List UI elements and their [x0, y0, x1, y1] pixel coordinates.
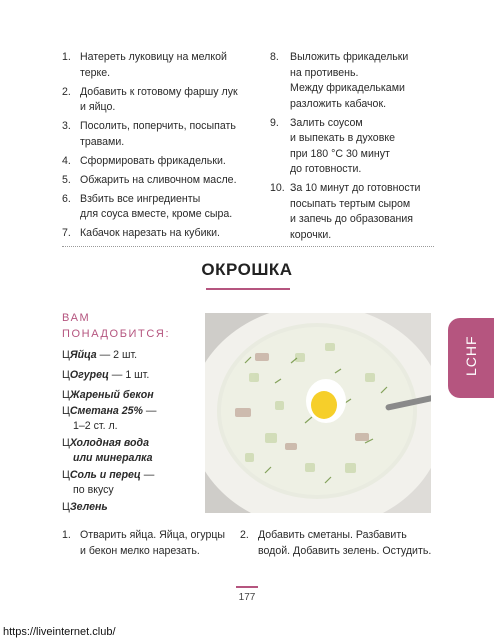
step-item: 10. За 10 минут до готовности посыпать тертым сыром и запечь до образования корочки.: [270, 182, 421, 241]
step-item: 1. Отварить яйца. Яйца, огурцы и бекон мелко нарезать.: [62, 529, 226, 557]
step-item: 2. Добавить к готовому фаршу лук и яйцо.: [62, 85, 238, 113]
step-item: 8. Выложить фрикадельки на противень. Между фрикадельками разложить кабачок.: [270, 51, 409, 110]
dotted-divider: [62, 246, 434, 247]
step-item: 3. Посолить, поперчить, посыпать травами.: [62, 120, 236, 148]
ingredient-item: ЦОгурец — 1 шт.: [62, 369, 150, 381]
ingredients-heading: ВАМ ПОНАДОБИТСЯ:: [62, 312, 171, 340]
step-item: 1. Натереть луковицу на мелкой терке.: [62, 51, 227, 79]
steps-left-column: [62, 50, 248, 245]
page-number-line: [236, 586, 258, 588]
page-number: 177: [238, 592, 256, 603]
recipe-title: ОКРОШКА: [201, 260, 293, 279]
side-tab-label: LCHF: [463, 335, 479, 376]
step-item: 6. Взбить все ингредиенты для соуса вместе, кроме сыра.: [62, 192, 233, 220]
ingredient-item: ЦЗелень: [62, 501, 108, 513]
title-underline: [206, 288, 290, 290]
ingredient-item: ЦСоль и перец — по вкусу: [62, 469, 155, 496]
bottom-steps-right: [240, 528, 440, 563]
okroshka-photo: [205, 313, 431, 513]
step-item: 7. Кабачок нарезать на кубики.: [62, 227, 220, 239]
side-tab[interactable]: [448, 318, 494, 398]
ingredient-item: ЦЯйца — 2 шт.: [62, 349, 138, 361]
ingredient-item: ЦЖареный бекон: [62, 389, 154, 401]
step-item: 5. Обжарить на сливочном масле.: [62, 173, 237, 186]
step-item: 9. Залить соусом и выпекать в духовке при 180 °С 30 минут до готовности.: [270, 116, 395, 175]
ingredient-item: ЦСметана 25% — 1–2 ст. л.: [62, 405, 157, 432]
bottom-steps-left: [62, 528, 242, 563]
steps-right-column: [270, 50, 440, 247]
ingredient-item: ЦХолодная вода или минералка: [62, 437, 153, 464]
step-item: 4. Сформировать фрикадельки.: [62, 154, 226, 167]
source-link[interactable]: https://liveinternet.club/: [3, 626, 116, 638]
step-item: 2. Добавить сметаны. Разбавить водой. Добавить зелень. Остудить.: [240, 529, 432, 557]
